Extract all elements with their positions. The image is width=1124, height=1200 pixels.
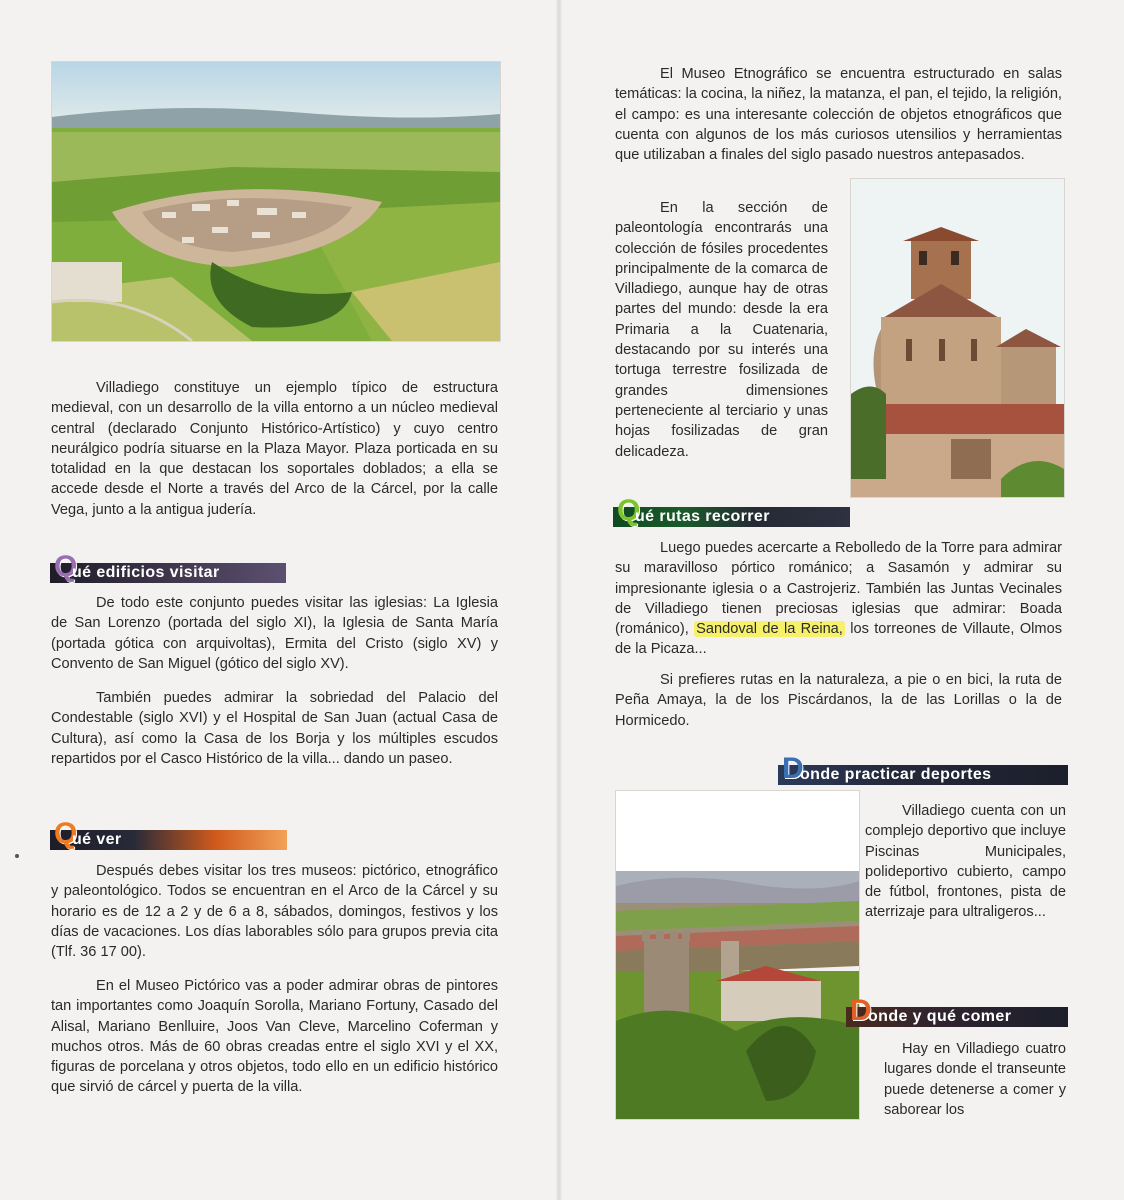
print-speck [15, 854, 19, 858]
rutas-text-b: los torreones de Villaute, Olmos de la Picaza... [615, 621, 1062, 658]
rutas-paragraph-2: Si prefieres rutas en la naturaleza, a pie o en bici, la ruta de Peña Amaya, la de los Piscárdanos, la de las Lorillas o la de Hormicedo. [615, 672, 1062, 729]
edificios-paragraph-1: De todo este conjunto puedes visitar las iglesias: La Iglesia de San Lorenzo (portada del siglo XI), la Iglesia de Santa María (portada gótica con arquivoltas), Ermita del Cristo (siglo XV) y Convento de San Miguel (gótico del siglo XV). [51, 595, 498, 672]
romanesque-church-photo [850, 178, 1065, 498]
aerial-town-photo [51, 61, 501, 342]
page-fold [556, 0, 562, 1200]
heading-comer [846, 994, 1068, 1027]
heading-comer-text: onde y qué comer [868, 1008, 1012, 1025]
highlighted-sandoval: Sandoval de la Reina, [696, 621, 843, 638]
deportes-text: Villadiego cuenta con un complejo deportivo que incluye Piscinas Municipales, polideportivo cubierto, campo de fútbol, frontones, pista de aterrizaje para ultraligeros... [865, 803, 1066, 921]
castle-landscape-photo [615, 790, 860, 1120]
rutas-text-a: Luego puedes acercarte a Rebolledo de la Torre para admirar su maravilloso pórtico románico; a Sasamón y admirar su impresionante iglesia o a Castrojeriz. También las Juntas Vecinales de Villadiego tienen preciosas iglesias que admirar: Boada (románico), [615, 540, 1062, 638]
paleontologia-paragraph: En la sección de paleontología encontrarás una colección de fósiles procedentes principalmente de la comarca de Villadiego, aunque hay de otras partes del mundo: desde la era Primaria a la Cuatenaria, destacando por su interés una tortuga terrestre fosilizada de grandes dimensiones perteneciente al terciario y unas hojas fosilizadas de gran delicadeza. [615, 200, 828, 460]
intro-paragraph: Villadiego constituye un ejemplo típico de estructura medieval, con un desarrollo de la villa entorno a un núcleo medieval central (declarado Conjunto Histórico-Artístico) y cuyo centro neurálgico podría situarse en la Plaza Mayor. Plaza porticada en su totalidad en la que destacan los soportales doblados; a ella se accede desde el Norte a través del Arco de la Cárcel, por la calle Vega, junto a la antigua judería. [51, 380, 498, 518]
heading-ver-text: ué ver [72, 831, 122, 848]
heading-rutas-text: ué rutas recorrer [635, 508, 770, 525]
rutas-paragraph-1 [615, 538, 1062, 660]
heading-rutas-initial: Q [617, 494, 641, 527]
etnografico-paragraph: El Museo Etnográfico se encuentra estructurado en salas temáticas: la cocina, la niñez, la matanza, el pan, el tejido, la religión, el campo: es una interesante colección de objetos etnográficos que cuenta con algunos de los más curiosos utensilios y herramientas que utilizaban a finales del siglo pasado nuestros antepasados. [615, 66, 1062, 164]
deportes-paragraph [865, 801, 1066, 923]
heading-edificios [50, 550, 286, 583]
edificios-paragraph-2: También puedes admirar la sobriedad del Palacio del Condestable (siglo XVI) y el Hospital de San Juan (actual Casa de Cultura), así como la Casa de los Borja y los múltiples escudos repartidos por el Casco Histórico de la villa... dando un paseo. [51, 690, 498, 767]
heading-deportes [778, 752, 1068, 785]
heading-deportes-text: onde practicar deportes [800, 766, 992, 783]
heading-ver [50, 817, 287, 850]
comer-text: Hay en Villadiego cuatro lugares donde el transeunte puede detenerse a comer y saborear los [884, 1041, 1066, 1118]
heading-edificios-initial: Q [54, 550, 78, 583]
heading-rutas [613, 494, 850, 527]
ver-paragraph-1: Después debes visitar los tres museos: pictórico, etnográfico y paleontológico. Todos se encuentran en el Arco de la Cárcel y su horario es de 12 a 2 y de 6 a 8, sábados, domingos, festivos y los días de vacaciones. Los días laborables sólo para grupos previa cita (Tlf. 36 17 00). [51, 863, 498, 961]
heading-edificios-text: ué edificios visitar [72, 564, 220, 581]
heading-deportes-initial: D [782, 752, 805, 785]
heading-ver-initial: Q [54, 817, 78, 850]
heading-comer-initial: D [850, 994, 873, 1027]
ver-paragraph-2: En el Museo Pictórico vas a poder admirar obras de pintores tan importantes como Joaquín Sorolla, Mariano Fortuny, Casado del Alisal, Mariano Benlluire, Joos Van Cleve, Marcelino Coferman y muchos otros. Más de 60 obras creadas entre el siglo XVI y el XX, figuras de porcelana y otros objetos, todo ello en un edificio histórico que sirvió de cárcel y puerta de la villa. [51, 978, 498, 1096]
comer-paragraph [884, 1039, 1066, 1120]
